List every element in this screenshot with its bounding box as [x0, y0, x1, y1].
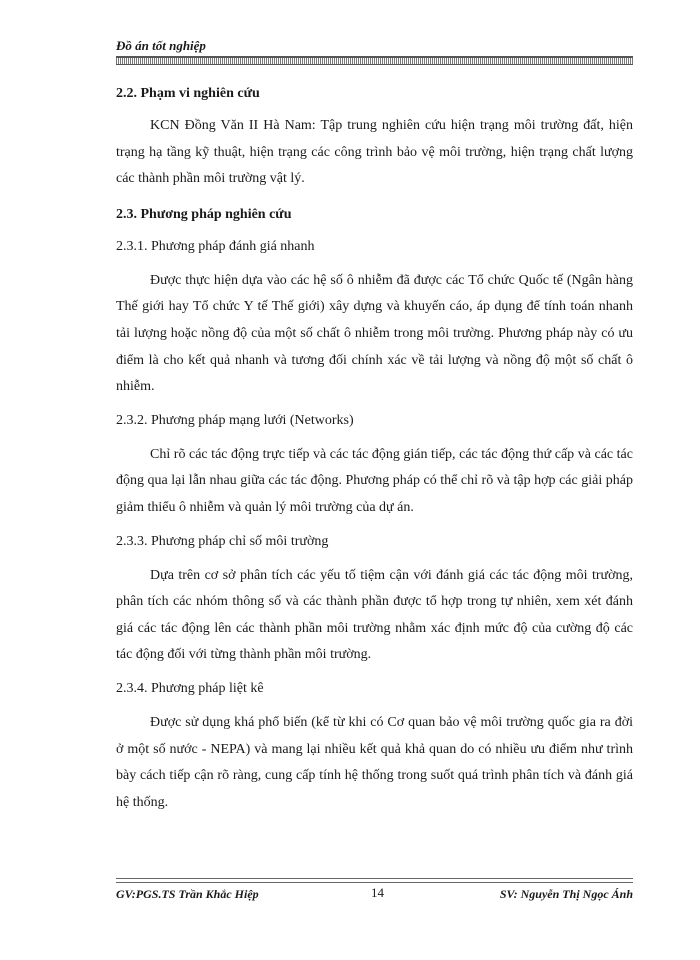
section-heading-2-2: 2.2. Phạm vi nghiên cứu: [116, 86, 260, 101]
section-paragraph-2-2: KCN Đồng Văn II Hà Nam: Tập trung nghiên cứu hiện trạng môi trường đất, hiện trạng hạ tầng kỹ thuật, hiện trạng các công trình bảo vệ môi trường, hiện trạng chất lượng các thành phần môi trường vật lý.: [116, 118, 633, 187]
section-paragraph-2-3-3: Dựa trên cơ sở phân tích các yếu tố tiệm cận với đánh giá các tác động môi trường, phân tích các nhóm thông số và các thành phần được tổ hợp trong tự nhiên, xem xét đánh giá các tác động lên các thành phần môi trường nhằm xác định mức độ của cường độ các tác động đối với từng thành phần môi trường.: [116, 567, 633, 663]
page-number: 14: [371, 885, 384, 900]
section-heading-2-3-3: 2.3.3. Phương pháp chỉ số môi trường: [116, 533, 329, 549]
section-heading-2-3: 2.3. Phương pháp nghiên cứu: [116, 206, 292, 222]
section-paragraph-2-3-1: Được thực hiện dựa vào các hệ số ô nhiễm đã được các Tổ chức Quốc tế (Ngân hàng Thế giới hay Tổ chức Y tế Thế giới) xây dựng và khuyến cáo, áp dụng để tính toán nhanh tải lượng hoặc nồng độ của một số chất ô nhiễm trong môi trường. Phương pháp này có ưu điểm là cho kết quả nhanh và tương đối chính xác về tải lượng và nồng độ một số chất ô nhiễm.: [116, 272, 633, 395]
section-heading-2-3-2: 2.3.2. Phương pháp mạng lưới (Networks): [116, 412, 354, 428]
page-body: [116, 84, 633, 816]
header-divider: [116, 56, 633, 65]
section-heading-2-3-1: 2.3.1. Phương pháp đánh giá nhanh: [116, 238, 315, 254]
footer-divider: [116, 878, 633, 883]
footer-student: SV: Nguyễn Thị Ngọc Ánh: [499, 887, 633, 901]
section-heading-2-3-4: 2.3.4. Phương pháp liệt kê: [116, 680, 264, 696]
section-paragraph-2-3-2: Chỉ rõ các tác động trực tiếp và các tác động gián tiếp, các tác động thứ cấp và các tác động qua lại lẫn nhau giữa các tác động. Phương pháp có thể chỉ rõ và tập hợp các giải pháp giảm thiểu ô nhiễm và quản lý môi trường của dự án.: [116, 446, 633, 515]
section-paragraph-2-3-4: Được sử dụng khá phổ biến (kể từ khi có Cơ quan bảo vệ môi trường quốc gia ra đời ở một số nước - NEPA) và mang lại nhiều kết quả khả quan do có nhiều ưu điểm như trình bày cách tiếp cận rõ ràng, cung cấp tính hệ thống trong suốt quá trình phân tích và đánh giá hệ thống.: [116, 714, 633, 810]
document-header-title: Đồ án tốt nghiệp: [116, 38, 206, 53]
footer-supervisor: GV:PGS.TS Trần Khắc Hiệp: [116, 887, 259, 901]
